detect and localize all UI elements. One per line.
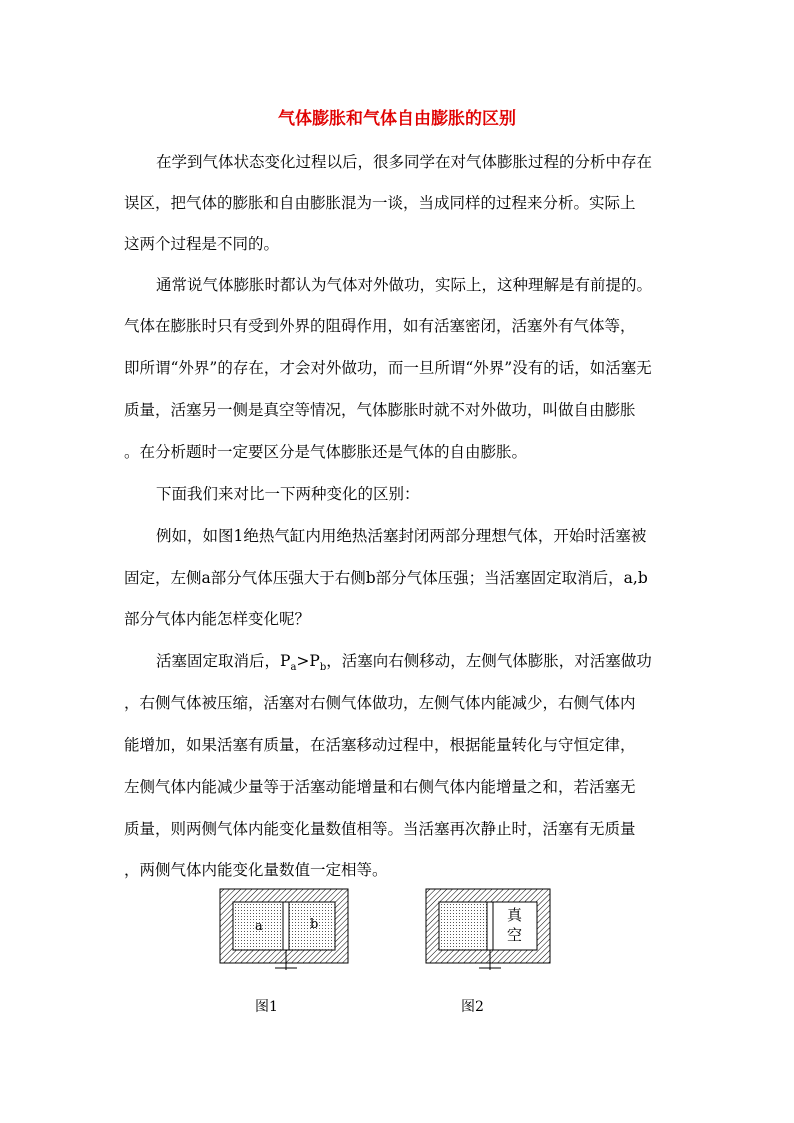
paragraph-line [156, 649, 652, 673]
symbol-p: P [280, 652, 291, 670]
paragraph-line: 下面我们来对比一下两种变化的区别： [156, 485, 420, 503]
paragraph-line: 气体在膨胀时只有受到外界的阻碍作用，如有活塞密闭，活塞外有气体等， [124, 317, 636, 335]
paragraph-line: 能增加，如果活塞有质量，在活塞移动过程中，根据能量转化与守恒定律， [124, 736, 636, 754]
paragraph-line: 部分气体内能怎样变化呢？ [124, 610, 311, 628]
paragraph-line: 在学到气体状态变化过程以后，很多同学在对气体膨胀过程的分析中存在 [156, 153, 653, 171]
symbol-gt: > [296, 652, 310, 670]
paragraph-line: 质量，活塞另一侧是真空等情况，气体膨胀时就不对外做功，叫做自由膨胀 [124, 401, 636, 419]
paragraph-line: 固定，左侧a部分气体压强大于右侧b部分气体压强；当活塞固定取消后，a,b [124, 569, 648, 587]
vacuum-label-top: 真 [507, 906, 523, 924]
piston [283, 902, 289, 950]
line-text: ，活塞向右侧移动，左侧气体膨胀，对活塞做功 [326, 652, 652, 670]
subscript-b: b [319, 662, 327, 674]
gas-region [439, 902, 487, 950]
vacuum-label-bottom: 空 [507, 926, 523, 944]
paragraph-line: 这两个过程是不同的。 [124, 235, 280, 253]
line-text: 活塞固定取消后， [156, 652, 281, 670]
paragraph-line: ，右侧气体被压缩，活塞对右侧气体做功，左侧气体内能减少，右侧气体内 [124, 694, 636, 712]
paragraph-line: 。在分析题时一定要区分是气体膨胀还是气体的自由膨胀。 [124, 443, 528, 461]
figure1-diagram [219, 888, 349, 970]
figure1-caption: 图1 [255, 999, 278, 1015]
paragraph-line: 左侧气体内能减少量等于活塞动能增量和右侧气体内能增量之和，若活塞无 [124, 778, 636, 796]
label-b: b [310, 917, 319, 932]
paragraph-line: 误区，把气体的膨胀和自由膨胀混为一谈，当成同样的过程来分析。实际上 [124, 194, 636, 212]
paragraph-line: 质量，则两侧气体内能变化量数值相等。当活塞再次静止时，活塞有无质量 [124, 820, 636, 838]
paragraph-line: 通常说气体膨胀时都认为气体对外做功，实际上，这种理解是有前提的。 [156, 276, 653, 294]
figure2-diagram [425, 888, 555, 970]
paragraph-line: ，两侧气体内能变化量数值一定相等。 [124, 861, 388, 879]
pressure-formula [280, 652, 327, 674]
paragraph-line: 即所谓“外界”的存在，才会对外做功，而一旦所谓“外界”没有的话，如活塞无 [124, 359, 652, 377]
document-title: 气体膨胀和气体自由膨胀的区别 [278, 109, 516, 129]
subscript-a: a [290, 662, 297, 674]
label-a: a [255, 919, 263, 934]
piston [487, 902, 493, 950]
paragraph-line: 例如，如图1绝热气缸内用绝热活塞封闭两部分理想气体，开始时活塞被 [156, 527, 647, 545]
figure2-caption: 图2 [461, 999, 484, 1015]
symbol-p: P [309, 652, 320, 670]
